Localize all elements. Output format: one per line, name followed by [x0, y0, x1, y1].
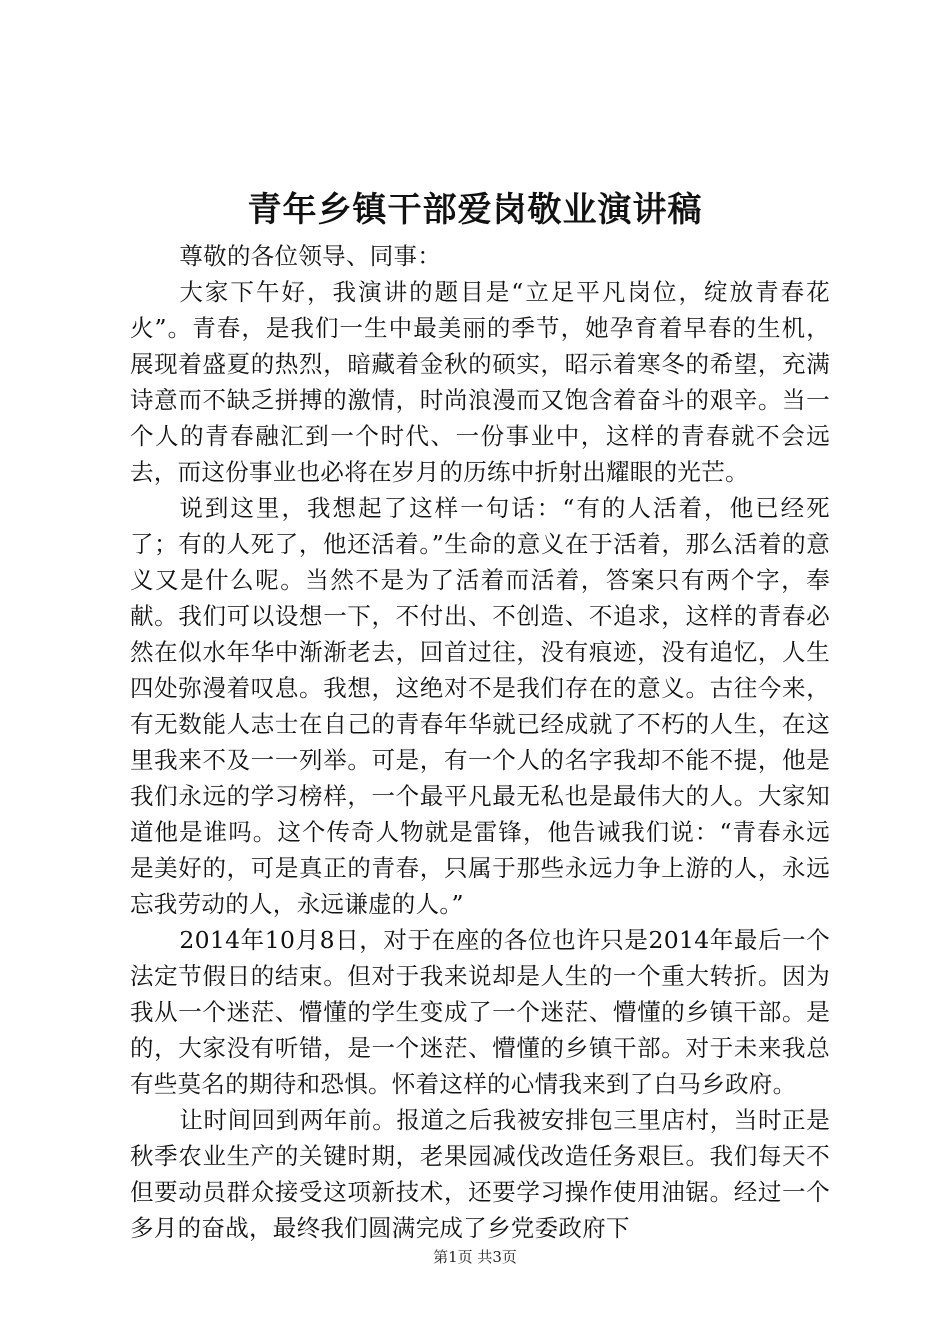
body-paragraph: 大家下午好，我演讲的题目是“立足平凡岗位，绽放青春花火”。青春，是我们一生中最美丽的季节，她孕育着早春的生机，展现着盛夏的热烈，暗藏着金秋的硕实，昭示着寒冬的希望，充满诗意而不缺乏拼搏的激情，时尚浪漫而又饱含着奋斗的艰辛。当一个人的青春融汇到一个时代、一份事业中，这样的青春就不会远去，而这份事业也必将在岁月的历练中折射出耀眼的光芒。: [130, 278, 830, 486]
document-title: 青年乡镇干部爱岗敬业演讲稿: [247, 190, 703, 230]
body-paragraph: 说到这里，我想起了这样一句话：“有的人活着，他已经死了；有的人死了，他还活着。”生命的意义在于活着，那么活着的意义又是什么呢。当然不是为了活着而活着，答案只有两个字，奉献。我们可以设想一下，不付出、不创造、不追求，这样的青春必然在似水年华中渐渐老去，回首过往，没有痕迹，没有追忆，人生四处弥漫着叹息。我想，这绝对不是我们存在的意义。古往今来，有无数能人志士在自己的青春年华就已经成就了不朽的人生，在这里我来不及一一列举。可是，有一个人的名字我却不能不提，他是我们永远的学习榜样，一个最平凡最无私也是最伟大的人。大家知道他是谁吗。这个传奇人物就是雷锋，他告诫我们说：“青春永远是美好的，可是真正的青春，只属于那些永远力争上游的人，永远忘我劳动的人，永远谦虚的人。”: [130, 494, 830, 918]
body-paragraph: 2014年10月8日，对于在座的各位也许只是2014年最后一个法定节假日的结束。但对于我来说却是人生的一个重大转折。因为我从一个迷茫、懵懂的学生变成了一个迷茫、懵懂的乡镇干部。是的，大家没有听错，是一个迷茫、懵懂的乡镇干部。对于未来我总有些莫名的期待和恐惧。怀着这样的心情我来到了白马乡政府。: [130, 926, 830, 1098]
document-body: [130, 238, 830, 1246]
page-number-footer: 第1页 共3页: [433, 1248, 517, 1266]
salutation-paragraph: 尊敬的各位领导、同事：: [179, 242, 442, 270]
body-paragraph: 让时间回到两年前。报道之后我被安排包三里店村，当时正是秋季农业生产的关键时期，老果园减伐改造任务艰巨。我们每天不但要动员群众接受这项新技术，还要学习操作使用油锯。经过一个多月的奋战，最终我们圆满完成了乡党委政府下: [130, 1106, 830, 1242]
